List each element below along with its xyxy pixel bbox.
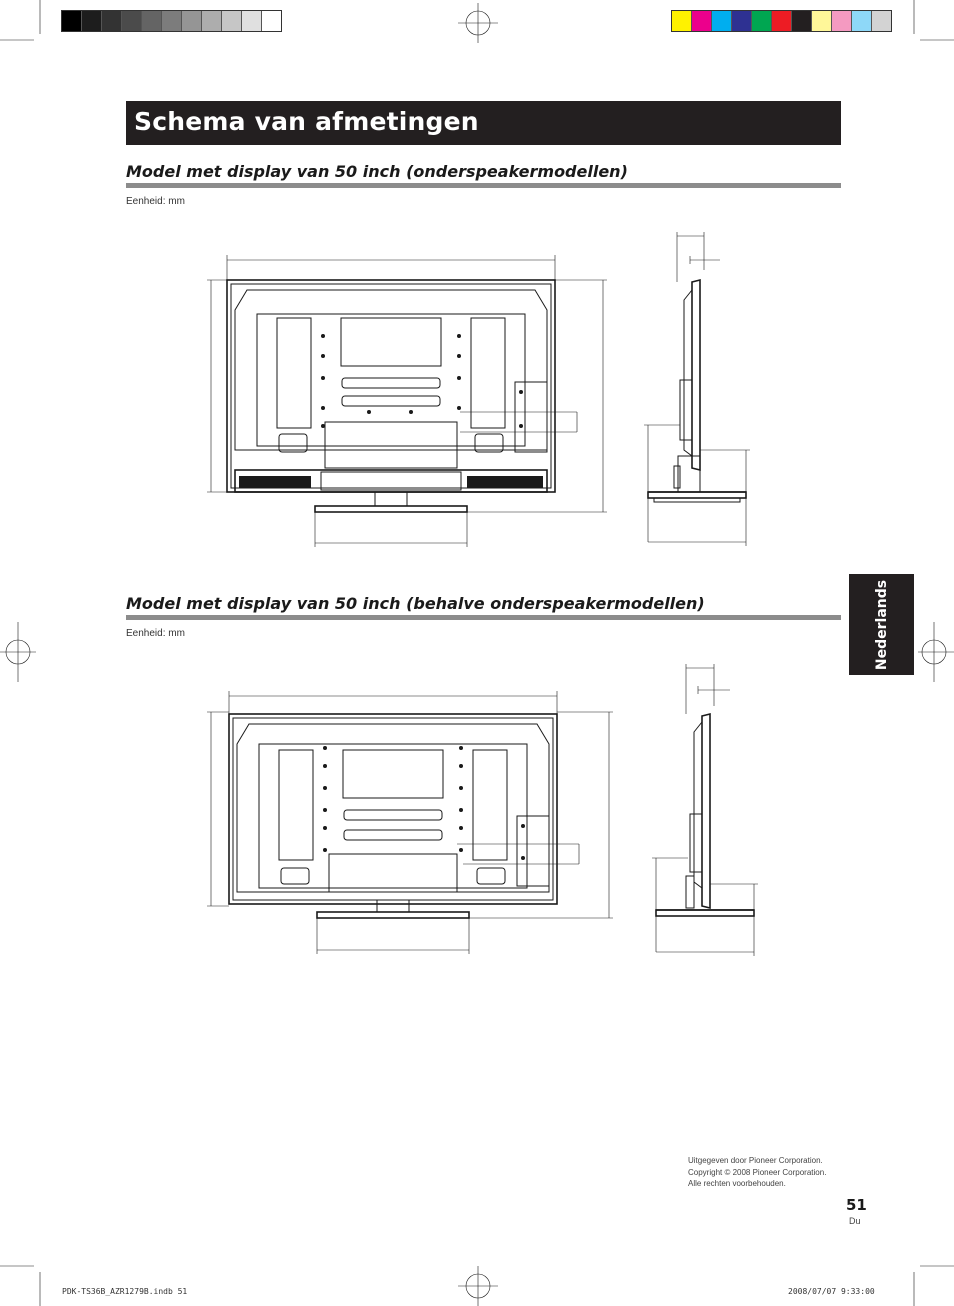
publisher-line: Uitgegeven door Pioneer Corporation. xyxy=(688,1156,823,1165)
page-number: 51 xyxy=(846,1196,867,1214)
gray-color-bar xyxy=(61,10,282,32)
color-swatch xyxy=(792,11,812,31)
footer-file: PDK-TS36B_AZR1279B.indb 51 xyxy=(62,1287,188,1296)
section-title: Model met display van 50 inch (onderspeakermodellen) xyxy=(126,162,628,181)
color-swatch xyxy=(102,11,122,31)
registration-mark-icon xyxy=(458,3,498,43)
section-rule xyxy=(126,615,841,620)
unit-label: Eenheid: mm xyxy=(126,196,185,207)
side-view-drawing-1 xyxy=(640,230,760,550)
color-swatch xyxy=(162,11,182,31)
language-tab xyxy=(849,574,914,675)
color-swatch xyxy=(202,11,222,31)
page-language-code: Du xyxy=(849,1216,861,1226)
copyright-line: Copyright © 2008 Pioneer Corporation. xyxy=(688,1167,827,1177)
color-swatch xyxy=(732,11,752,31)
color-swatch xyxy=(772,11,792,31)
cmyk-color-bar xyxy=(671,10,892,32)
publisher-info xyxy=(688,1155,826,1190)
rear-view-drawing-1 xyxy=(205,250,625,550)
color-swatch xyxy=(142,11,162,31)
color-swatch xyxy=(182,11,202,31)
color-swatch xyxy=(242,11,262,31)
color-swatch xyxy=(832,11,852,31)
color-swatch xyxy=(262,11,281,31)
page-title-bar xyxy=(126,101,841,145)
section-heading-2 xyxy=(126,594,841,620)
color-swatch xyxy=(82,11,102,31)
section-rule xyxy=(126,183,841,188)
rear-view-drawing-2 xyxy=(205,688,625,958)
page-title: Schema van afmetingen xyxy=(134,107,479,136)
registration-mark-icon xyxy=(0,622,40,682)
color-swatch xyxy=(852,11,872,31)
section-title: Model met display van 50 inch (behalve onderspeakermodellen) xyxy=(126,594,705,613)
color-swatch xyxy=(222,11,242,31)
color-swatch xyxy=(872,11,891,31)
rights-line: Alle rechten voorbehouden. xyxy=(688,1179,786,1188)
color-swatch xyxy=(672,11,692,31)
color-swatch xyxy=(62,11,82,31)
color-swatch xyxy=(812,11,832,31)
section-heading-1 xyxy=(126,162,841,188)
color-swatch xyxy=(752,11,772,31)
registration-mark-icon xyxy=(458,1266,498,1306)
color-swatch xyxy=(692,11,712,31)
color-swatch xyxy=(712,11,732,31)
color-swatch xyxy=(122,11,142,31)
registration-mark-icon xyxy=(914,622,954,682)
unit-label: Eenheid: mm xyxy=(126,628,185,639)
side-view-drawing-2 xyxy=(648,662,768,962)
footer-timestamp: 2008/07/07 9:33:00 xyxy=(788,1287,875,1296)
language-tab-label: Nederlands xyxy=(873,579,890,670)
